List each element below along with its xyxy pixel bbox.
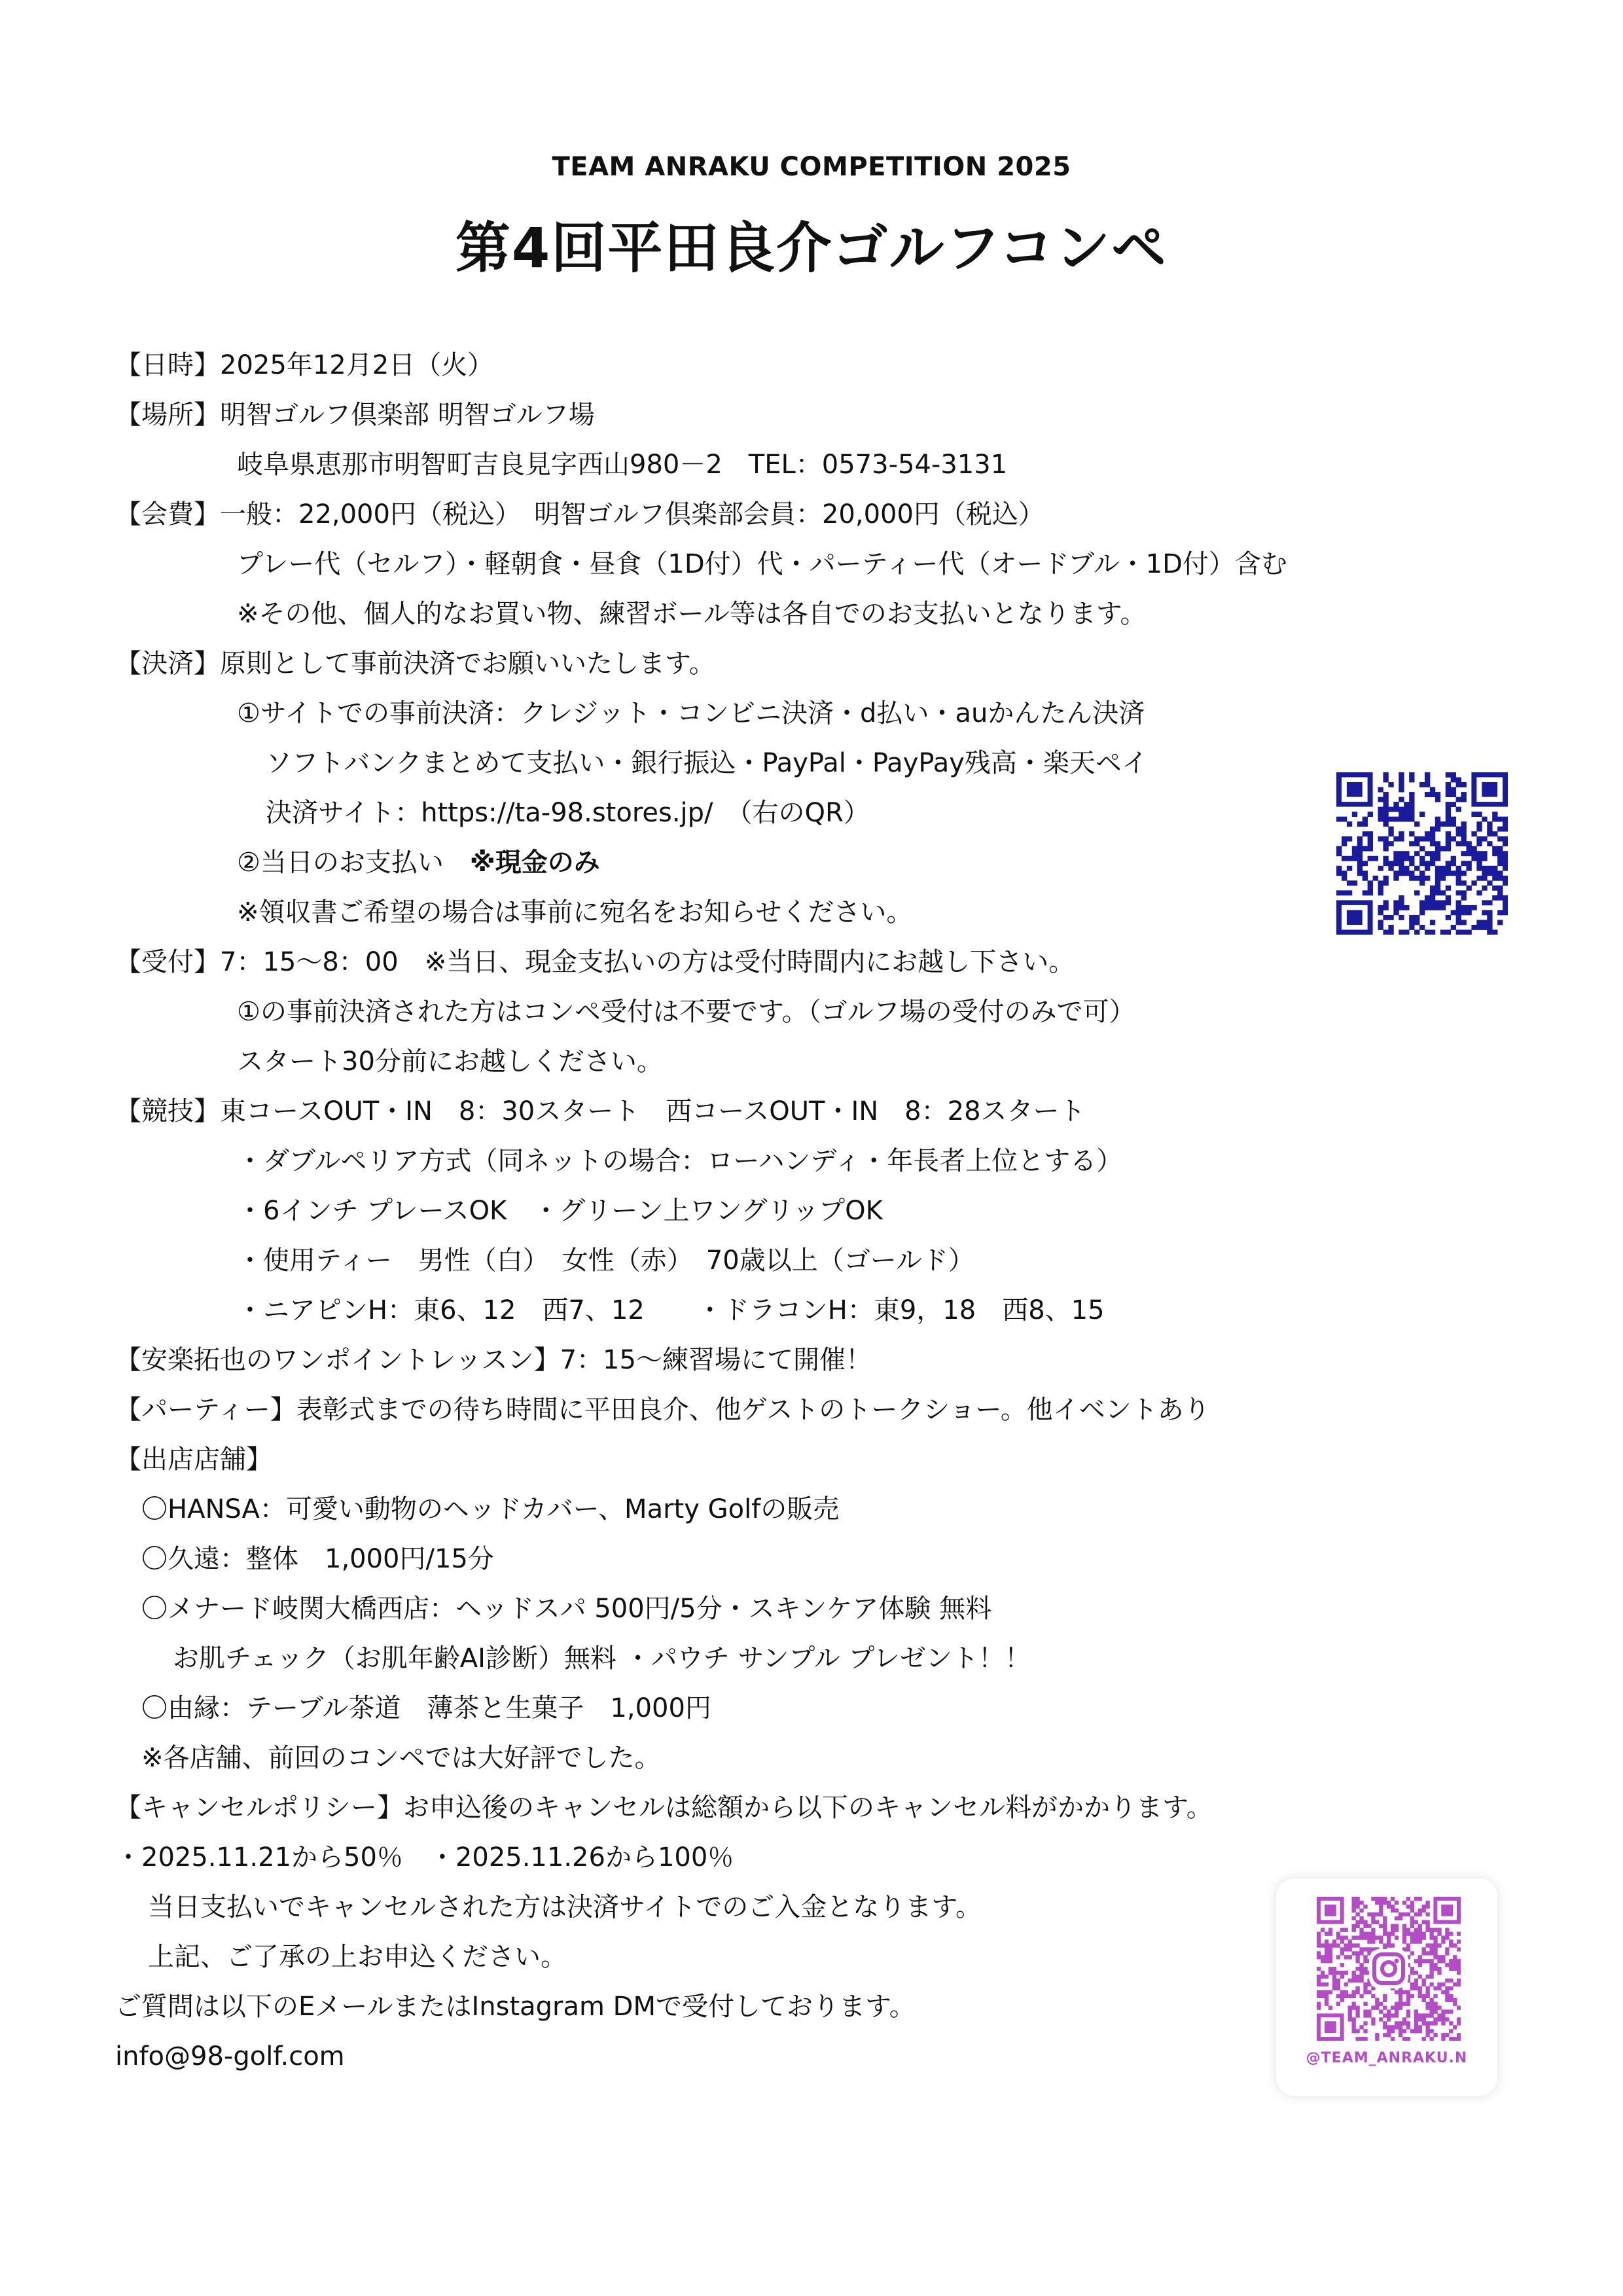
detail-line-text: 【安楽拓也のワンポイントレッスン】7：15～練習場にて開催！ xyxy=(115,1345,872,1375)
detail-line xyxy=(115,1086,1476,1136)
detail-line-text: 当日支払いでキャンセルされた方は決済サイトでのご入金となります。 xyxy=(148,1892,982,1922)
detail-line-text: ソフトバンクまとめて支払い・銀行振込・PayPal・PayPay残高・楽天ペイ xyxy=(266,748,1148,778)
detail-line xyxy=(115,1136,1476,1186)
detail-line-text: プレー代（セルフ）・軽朝食・昼食（1D付）代・パーティー代（オードブル・1D付）含む xyxy=(237,549,1287,579)
detail-line-text: 【パーティー】表彰式までの待ち時間に平田良介、他ゲストのトークショー。他イベントあり xyxy=(115,1395,1210,1425)
detail-line xyxy=(115,1534,1476,1584)
detail-line xyxy=(115,1037,1476,1086)
detail-line xyxy=(115,2032,1476,2081)
detail-line-text: 〇久遠：整体 1,000円/15分 xyxy=(141,1544,494,1574)
detail-line xyxy=(115,589,1476,639)
qr-code-icon xyxy=(1336,772,1508,935)
detail-line-text: 【キャンセルポリシー】お申込後のキャンセルは総額から以下のキャンセル料がかかります。 xyxy=(115,1793,1213,1823)
detail-line xyxy=(115,937,1476,987)
detail-line xyxy=(115,1435,1476,1484)
detail-line xyxy=(115,838,1476,888)
detail-line xyxy=(115,1634,1476,1683)
detail-line-text: 決済サイト：https://ta-98.stores.jp/ （右のQR） xyxy=(266,798,870,828)
detail-line-text: ご質問は以下のEメールまたはInstagram DMで受付しております。 xyxy=(115,1992,916,2022)
detail-line xyxy=(115,738,1476,788)
detail-line xyxy=(115,788,1476,838)
detail-line-text: 〇由縁：テーブル茶道 薄茶と生菓子 1,000円 xyxy=(141,1693,711,1723)
detail-line xyxy=(115,1932,1476,1982)
detail-line-text: ※その他、個人的なお買い物、練習ボール等は各自でのお支払いとなります。 xyxy=(237,599,1147,629)
detail-line-text: info@98-golf.com xyxy=(115,2041,345,2072)
detail-line xyxy=(115,340,1476,390)
detail-line xyxy=(115,1733,1476,1783)
detail-line-text: スタート30分前にお越しください。 xyxy=(237,1047,663,1077)
detail-line xyxy=(115,539,1476,589)
detail-line-text: 【受付】7：15～8：00 ※当日、現金支払いの方は受付時間内にお越し下さい。 xyxy=(115,947,1075,977)
detail-line-emphasis: ※現金のみ xyxy=(469,848,600,878)
instagram-qr-icon xyxy=(1317,1897,1461,2041)
detail-line-text: ・使用ティー 男性（白） 女性（赤） 70歳以上（ゴールド） xyxy=(237,1246,974,1276)
detail-line xyxy=(115,1285,1476,1335)
detail-line-text: ②当日のお支払い xyxy=(237,848,470,878)
detail-line-text: 【場所】明智ゴルフ倶楽部 明智ゴルフ場 xyxy=(115,400,595,430)
detail-line-text: ・ニアピンH：東6、12 西7、12 ・ドラコンH：東9，18 西8、15 xyxy=(237,1295,1105,1325)
detail-line-text: 【出店店舗】 xyxy=(115,1444,272,1475)
detail-line-text: ①サイトでの事前決済：クレジット・コンビニ決済・d払い・auかんたん決済 xyxy=(237,698,1145,728)
detail-line-text: 〇メナード岐関大橋西店：ヘッドスパ 500円/5分・スキンケア体験 無料 xyxy=(141,1594,992,1624)
event-title: 第4回平田良介ゴルフコンペ xyxy=(455,216,1168,280)
detail-line xyxy=(115,1484,1476,1534)
detail-line xyxy=(115,1186,1476,1236)
payment-qr-code[interactable] xyxy=(1336,772,1508,935)
detail-line-text: ・ダブルペリア方式（同ネットの場合：ローハンディ・年長者上位とする） xyxy=(237,1146,1123,1176)
detail-line xyxy=(115,1982,1476,2032)
event-details xyxy=(115,340,1476,2081)
detail-line-text: ・6インチ プレースOK ・グリーン上ワングリップOK xyxy=(237,1196,883,1226)
detail-line xyxy=(115,1882,1476,1932)
detail-line-text: 〇HANSA：可愛い動物のヘッドカバー、Marty Golfの販売 xyxy=(141,1494,840,1524)
detail-line xyxy=(115,689,1476,738)
detail-line-text: 【競技】東コースOUT・IN 8：30スタート 西コースOUT・IN 8：28スタート xyxy=(115,1096,1086,1126)
detail-line xyxy=(115,888,1476,937)
detail-line xyxy=(115,1783,1476,1833)
instagram-qr-card[interactable] xyxy=(1276,1878,1497,2096)
detail-line xyxy=(115,1335,1476,1385)
detail-line xyxy=(115,1236,1476,1285)
detail-line-text: 【会費】一般：22,000円（税込） 明智ゴルフ倶楽部会員：20,000円（税込） xyxy=(115,499,1044,529)
event-subtitle: TEAM ANRAKU COMPETITION 2025 xyxy=(552,152,1071,182)
detail-line xyxy=(115,440,1476,490)
detail-line-text: ①の事前決済された方はコンペ受付は不要です。（ゴルフ場の受付のみで可） xyxy=(237,997,1135,1027)
instagram-handle: @TEAM_ANRAKU.N xyxy=(1306,2050,1468,2066)
detail-line xyxy=(115,1683,1476,1733)
detail-line-text: 【決済】原則として事前決済でお願いいたします。 xyxy=(115,649,715,679)
detail-line xyxy=(115,987,1476,1037)
detail-line xyxy=(115,1833,1476,1882)
detail-line-text: ※各店舗、前回のコンペでは大好評でした。 xyxy=(141,1743,661,1773)
detail-line-text: ※領収書ご希望の場合は事前に宛名をお知らせください。 xyxy=(237,897,913,927)
detail-line xyxy=(115,1584,1476,1634)
detail-line-text: お肌チェック（お肌年齢AI診断）無料 ・パウチ サンプル プレゼント！！ xyxy=(173,1643,1031,1674)
detail-line-text: 【日時】2025年12月2日（火） xyxy=(115,350,494,380)
detail-line xyxy=(115,1385,1476,1435)
detail-line xyxy=(115,639,1476,689)
detail-line-text: 上記、ご了承の上お申込ください。 xyxy=(148,1942,567,1972)
detail-line xyxy=(115,490,1476,539)
detail-line xyxy=(115,390,1476,440)
detail-line-text: ・2025.11.21から50％ ・2025.11.26から100％ xyxy=(115,1842,734,1873)
detail-line-text: 岐阜県恵那市明智町吉良見字西山980－2 TEL：0573-54-3131 xyxy=(237,450,1008,480)
